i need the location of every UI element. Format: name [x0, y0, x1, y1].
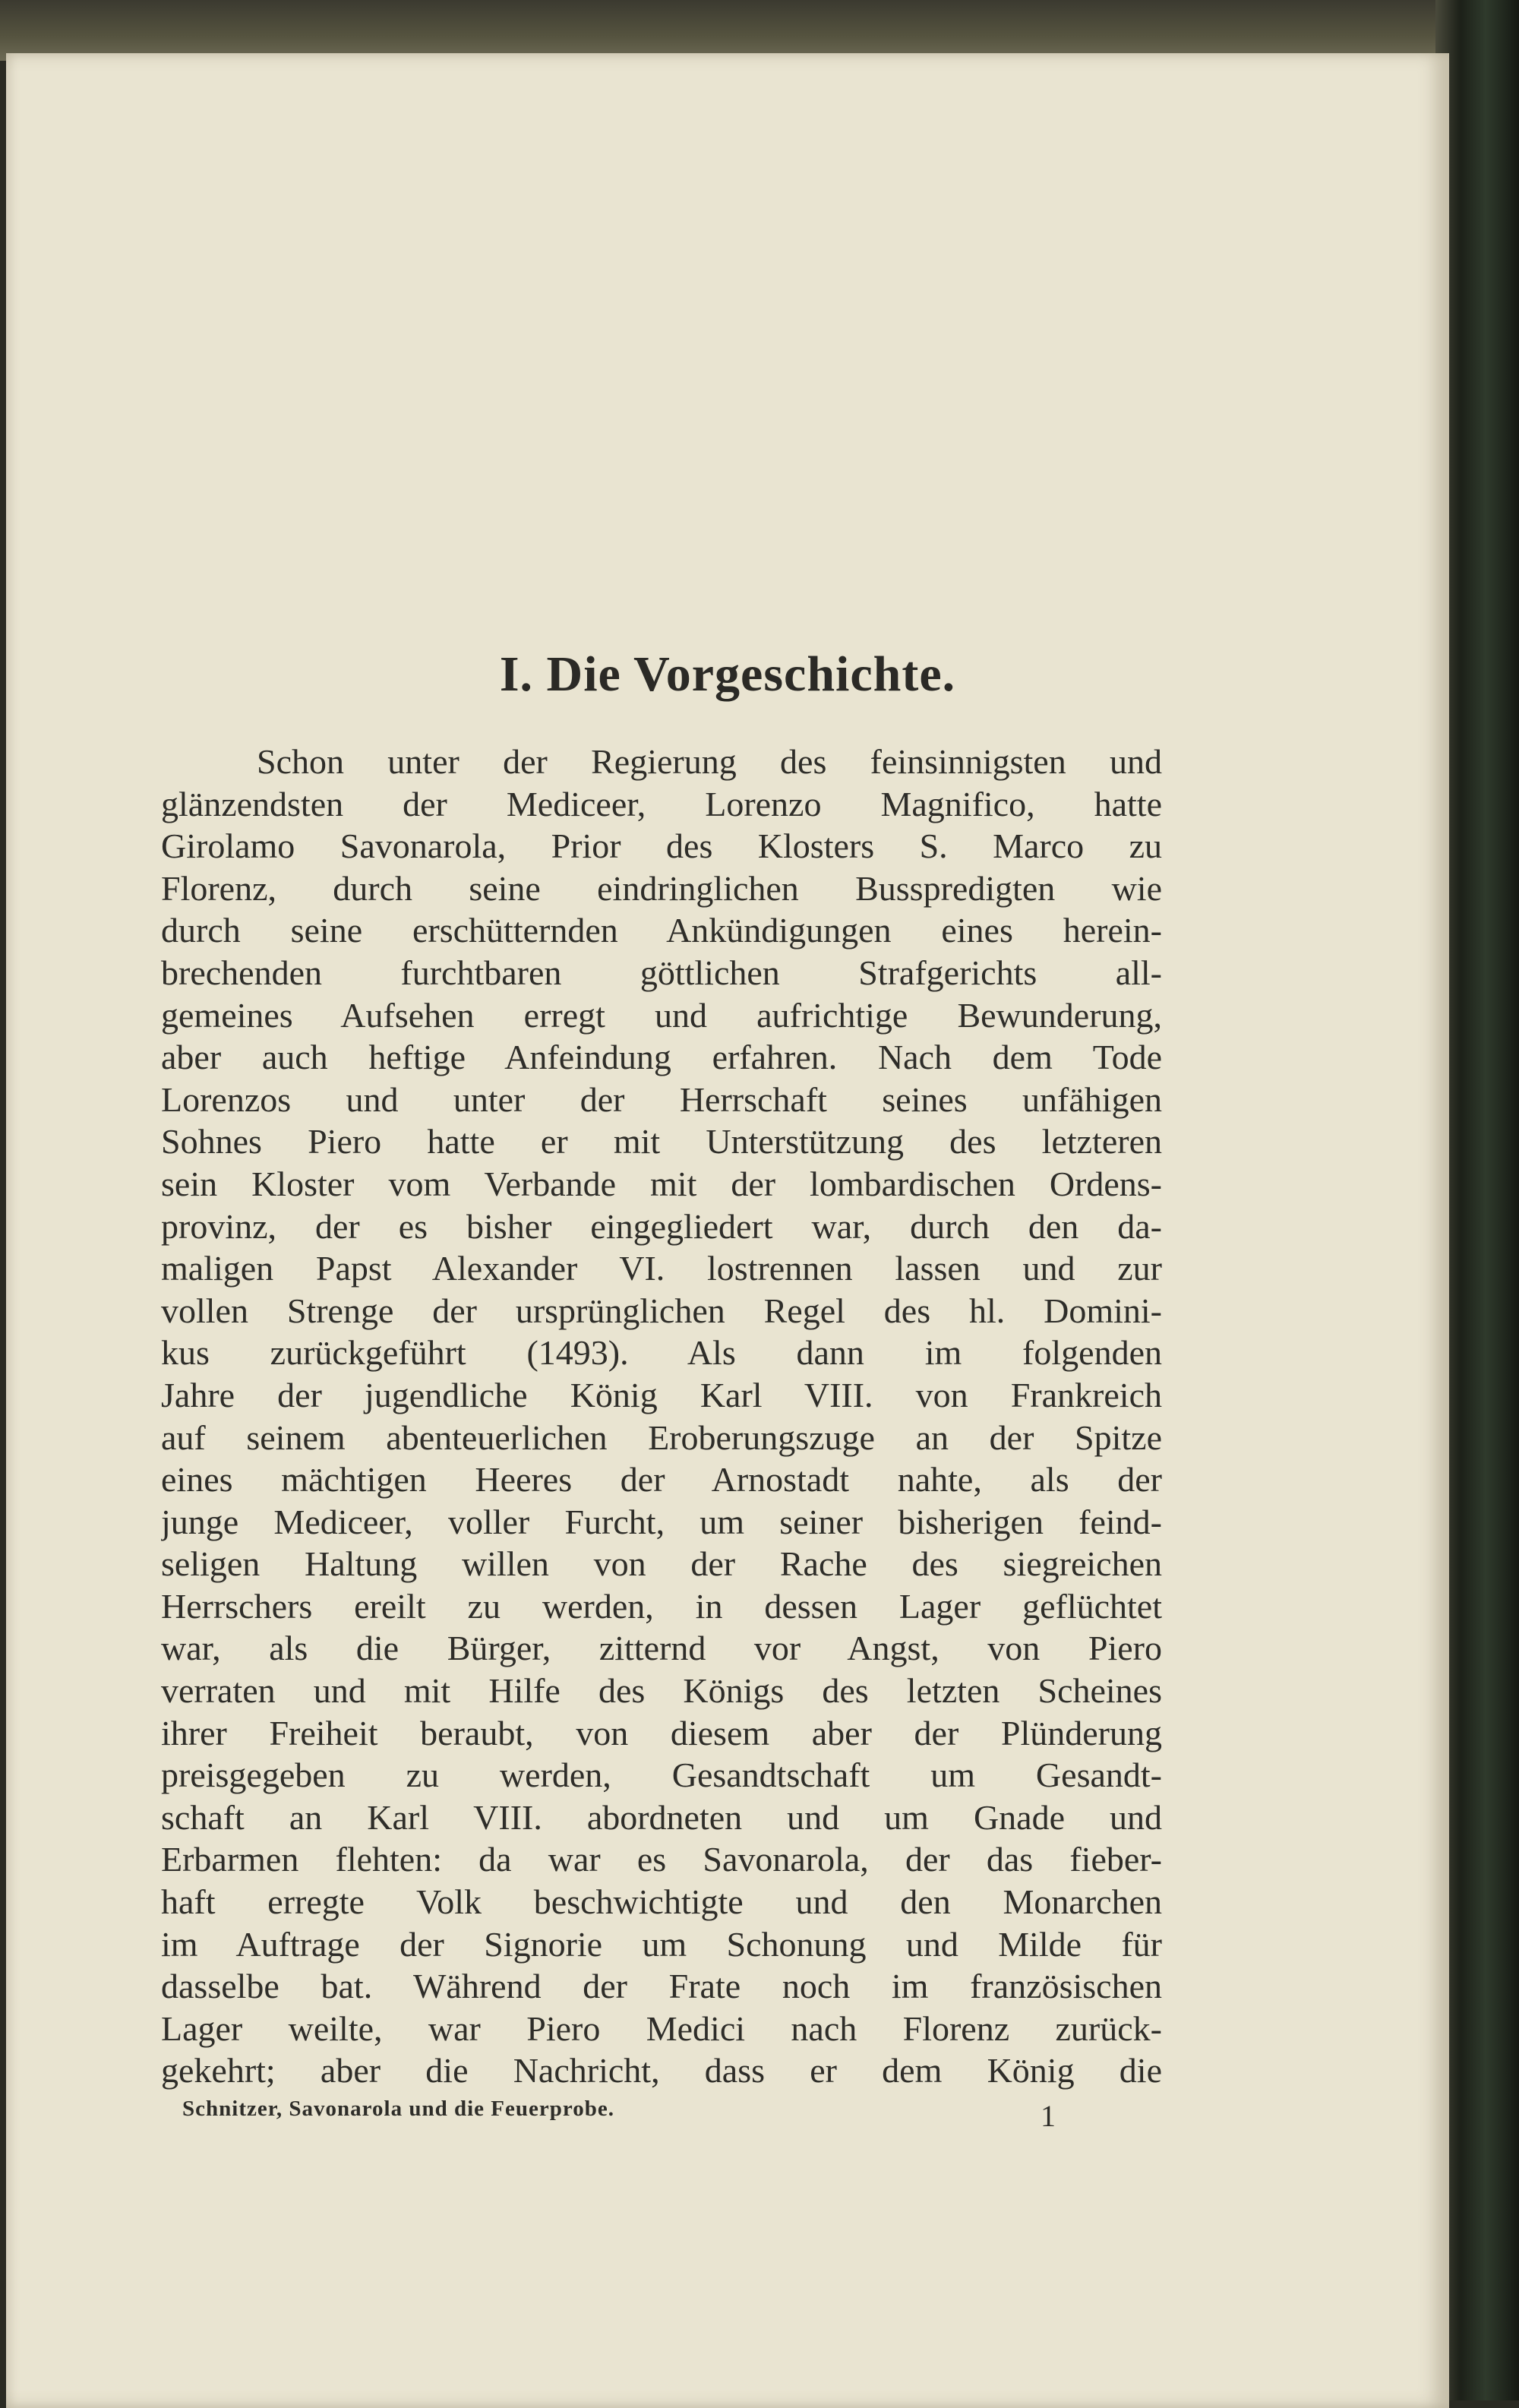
text-line: schaft an Karl VIII. abordneten und um Gnade und — [161, 1797, 1162, 1837]
text-line: Schon unter der Regierung des feinsinnigsten und — [257, 742, 1162, 781]
body-text — [161, 741, 1162, 2092]
text-line: haft erregte Volk beschwichtigte und den Monarchen — [161, 1882, 1162, 1922]
text-line: ihrer Freiheit beraubt, von diesem aber der Plünderung — [161, 1713, 1162, 1752]
text-line: Jahre der jugendliche König Karl VIII. von Frankreich — [161, 1375, 1162, 1414]
text-line: preisgegeben zu werden, Gesandtschaft um Gesandt- — [161, 1755, 1162, 1795]
text-line: kus zurückgeführt (1493). Als dann im folgenden — [161, 1333, 1162, 1373]
text-line: seligen Haltung willen von der Rache des siegreichen — [161, 1544, 1162, 1584]
text-line: aber auch heftige Anfeindung erfahren. Nach dem Tode — [161, 1038, 1162, 1077]
text-line: eines mächtigen Heeres der Arnostadt nahte, als der — [161, 1460, 1162, 1499]
text-line: gemeines Aufsehen erregt und aufrichtige Bewunderung, — [161, 995, 1162, 1035]
sheet-number: 1 — [1041, 2099, 1056, 2133]
text-line: verraten und mit Hilfe des Königs des letzten Scheines — [161, 1671, 1162, 1711]
text-line: im Auftrage der Signorie um Schonung und Milde für — [161, 1924, 1162, 1964]
text-line: dasselbe bat. Während der Frate noch im französischen — [161, 1967, 1162, 2006]
printer-signature: Schnitzer, Savonarola und die Feuerprobe. — [182, 2097, 614, 2121]
text-line: brechenden furchtbaren göttlichen Strafgerichts all- — [161, 953, 1162, 992]
text-line: Florenz, durch seine eindringlichen Busspredigten wie — [161, 868, 1162, 908]
text-line: auf seinem abenteuerlichen Eroberungszuge an der Spitze — [161, 1417, 1162, 1457]
text-line: junge Mediceer, voller Furcht, um seiner bisherigen feind- — [161, 1502, 1162, 1541]
text-line: durch seine erschütternden Ankündigungen eines herein- — [161, 911, 1162, 950]
text-line: provinz, der es bisher eingegliedert war, durch den da- — [161, 1206, 1162, 1246]
chapter-title: I. Die Vorgeschichte. — [499, 646, 956, 702]
book-page — [6, 53, 1449, 2408]
text-line: Lager weilte, war Piero Medici nach Florenz zurück- — [161, 2008, 1162, 2048]
text-line: Lorenzos und unter der Herrschaft seines unfähigen — [161, 1079, 1162, 1119]
text-line: Herrschers ereilt zu werden, in dessen Lager geflüchtet — [161, 1586, 1162, 1626]
text-line: sein Kloster vom Verbande mit der lombardischen Ordens- — [161, 1164, 1162, 1203]
text-line: maligen Papst Alexander VI. lostrennen lassen und zur — [161, 1249, 1162, 1288]
text-line: Girolamo Savonarola, Prior des Klosters S. Marco zu — [161, 826, 1162, 866]
text-line: glänzendsten der Mediceer, Lorenzo Magnifico, hatte — [161, 784, 1162, 823]
text-line: vollen Strenge der ursprünglichen Regel des hl. Domini- — [161, 1291, 1162, 1330]
scan-top-edge — [0, 0, 1519, 61]
text-line: Erbarmen flehten: da war es Savonarola, der das fieber- — [161, 1840, 1162, 1879]
text-line: Sohnes Piero hatte er mit Unterstützung des letzteren — [161, 1122, 1162, 1161]
text-line: gekehrt; aber die Nachricht, dass er dem König die — [161, 2051, 1162, 2090]
text-line: war, als die Bürger, zitternd vor Angst, von Piero — [161, 1629, 1162, 1668]
